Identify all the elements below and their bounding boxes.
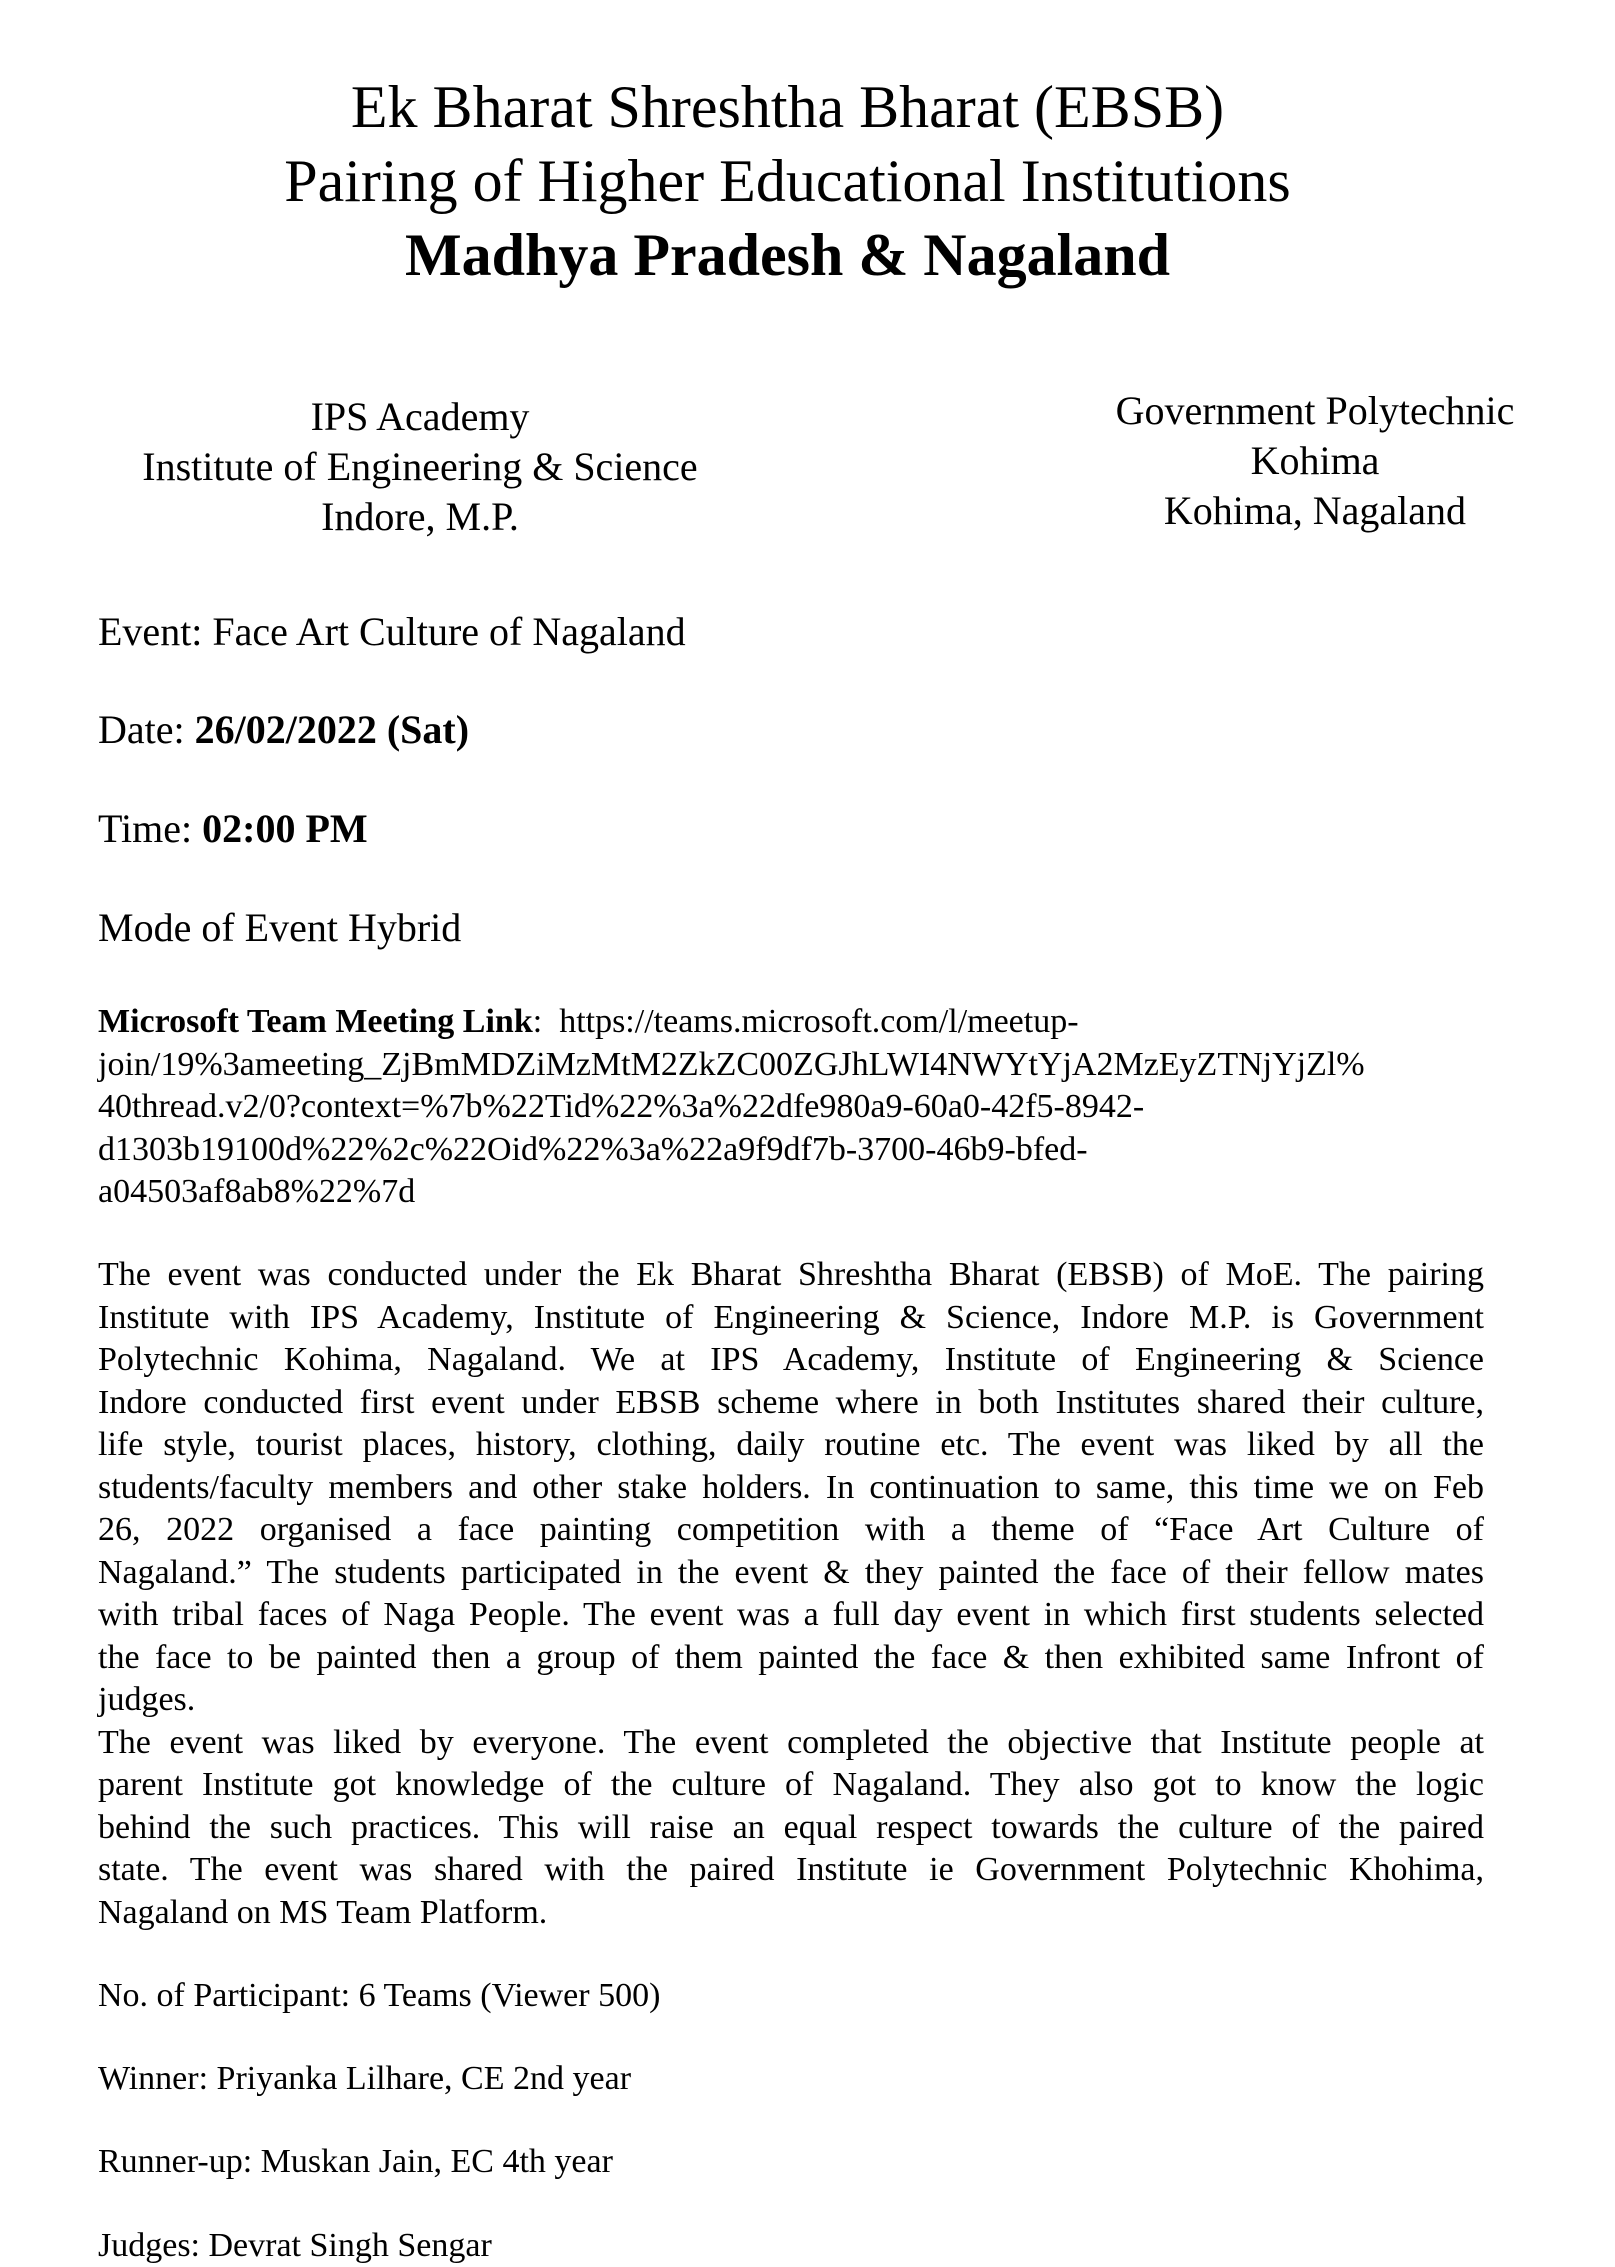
paragraph-line: The event was liked by everyone. The event completed the objective that Institute people at [98,1723,1484,1761]
document-header [0,70,1575,292]
paragraph-line: students/faculty members and other stake holders. In continuation to same, this time we on Feb [98,1468,1484,1506]
paragraph-line: 26, 2022 organised a face painting competition with a theme of “Face Art Culture of [98,1511,1484,1548]
meeting-link-url-part[interactable]: join/19%3ameeting_ZjBmMDZiMzMtM2ZkZC00ZGJhLWI4NWYtYjA2MzEyZTNjYjZl% [98,1045,1365,1083]
event-field [98,608,686,656]
meeting-link-separator: : [532,1003,560,1040]
header-title: Ek Bharat Shreshtha Bharat (EBSB) [350,74,1225,140]
institution-right [1090,386,1540,536]
meeting-link-url-part[interactable]: 40thread.v2/0?context=%7b%22Tid%22%3a%22dfe980a9-60a0-42f5-8942- [98,1088,1145,1125]
paragraph-line: Nagaland on MS Team Platform. [98,1893,548,1931]
institution-left-name: IPS Academy [310,394,530,439]
time-label: Time: [98,806,203,851]
institution-right-subname: Kohima [1250,438,1380,483]
paragraph-line: state. The event was shared with the paired Institute ie Government Polytechnic Khohima, [98,1851,1484,1888]
institution-left-subname: Institute of Engineering & Science [142,444,698,489]
institution-left [120,392,720,542]
participants-field: No. of Participant: 6 Teams (Viewer 500) [98,1977,661,2014]
event-label: Event: [98,609,213,654]
runner-up-field: Runner-up: Muskan Jain, EC 4th year [98,2143,613,2180]
paragraph-line: life style, tourist places, history, clothing, daily routine etc. The event was liked by all the [98,1426,1484,1463]
paragraph-line: parent Institute got knowledge of the culture of Nagaland. They also got to know the logic [98,1766,1484,1803]
paragraph-line: The event was conducted under the Ek Bharat Shreshtha Bharat (EBSB) of MoE. The pairing [98,1256,1484,1293]
paragraph-line: with tribal faces of Naga People. The event was a full day event in which first students selected [98,1596,1484,1633]
institution-right-location: Kohima, Nagaland [1163,488,1467,533]
paragraph-line: Indore conducted first event under EBSB scheme where in both Institutes shared their culture, [98,1383,1484,1421]
event-value: Face Art Culture of Nagaland [212,609,686,654]
paragraph-line: judges. [98,1681,196,1718]
judges-field: Judges: Devrat Singh Sengar [98,2227,492,2264]
date-label: Date: [98,707,195,752]
meeting-link-label: Microsoft Team Meeting Link [98,1003,533,1040]
header-states: Madhya Pradesh & Nagaland [404,222,1171,288]
paragraph-line: the face to be painted then a group of them painted the face & then exhibited same Infront of [98,1638,1484,1676]
paragraph-line: Institute with IPS Academy, Institute of Engineering & Science, Indore M.P. is Government [98,1298,1484,1336]
institution-left-location: Indore, M.P. [321,494,519,539]
description-body [98,1254,1484,1934]
date-value: 26/02/2022 (Sat) [194,707,470,752]
paragraph-line: Nagaland.” The students participated in the event & they painted the face of their fellow mates [98,1553,1484,1591]
mode-field: Mode of Event Hybrid [98,905,462,950]
time-field [98,805,368,853]
time-value: 02:00 PM [202,806,368,851]
header-subtitle: Pairing of Higher Educational Institutions [284,148,1291,214]
meeting-link-block [98,1001,1498,1214]
paragraph-line: behind the such practices. This will raise an equal respect towards the culture of the paired [98,1808,1484,1846]
meeting-link-url-part[interactable]: d1303b19100d%22%2c%22Oid%22%3a%22a9f9df7b-3700-46b9-bfed- [98,1130,1088,1168]
winner-field: Winner: Priyanka Lilhare, CE 2nd year [98,2060,632,2097]
institution-right-name: Government Polytechnic [1115,388,1515,433]
meeting-link-url-part[interactable]: a04503af8ab8%22%7d [98,1173,416,1210]
date-field [98,706,469,754]
meeting-link-url-part[interactable]: https://teams.microsoft.com/l/meetup- [559,1003,1079,1040]
paragraph-line: Polytechnic Kohima, Nagaland. We at IPS Academy, Institute of Engineering & Science [98,1341,1484,1378]
